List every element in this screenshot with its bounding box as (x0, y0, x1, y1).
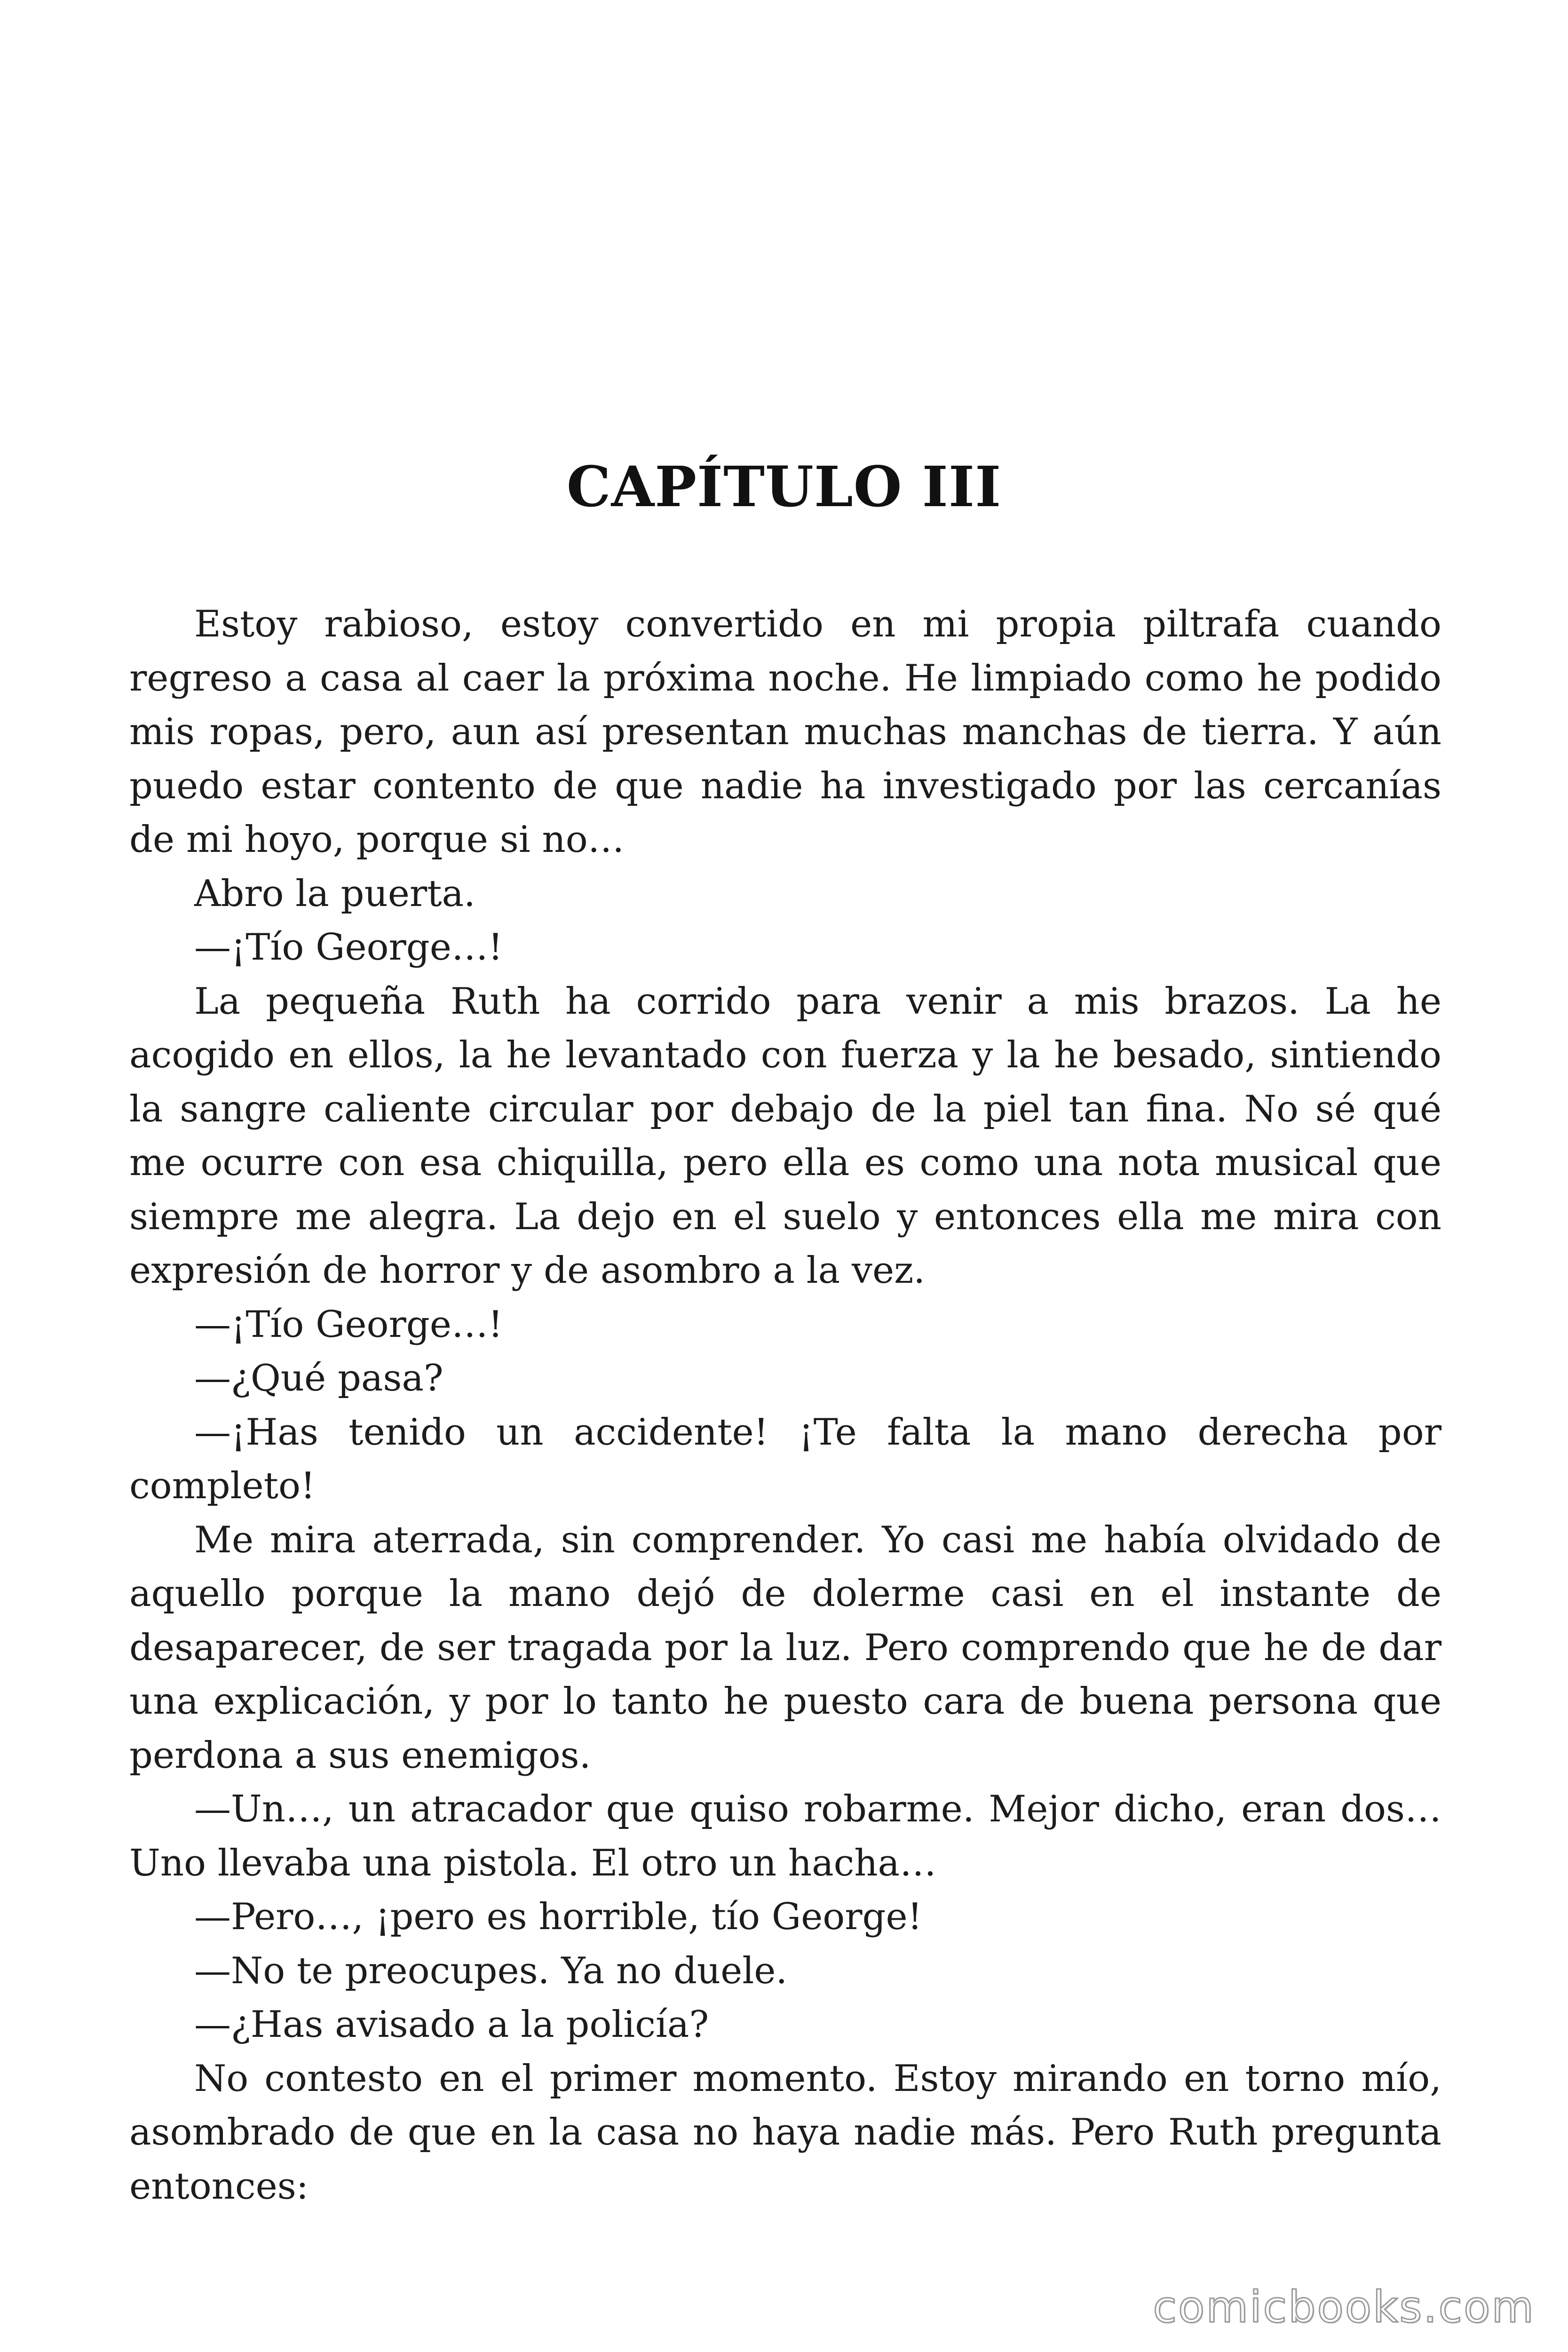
dialogue-line: —¡Tío George…! (194, 1303, 503, 1346)
dialogue-line: —¡Has tenido un accidente! ¡Te falta la mano derecha por completo! (129, 1411, 1441, 1507)
paragraph: No contesto en el primer momento. Estoy mirando en torno mío, asombrado de que en la casa no haya nadie más. Pero Ruth pregunta entonces: (129, 2057, 1441, 2208)
dialogue-line: —¡Tío George…! (194, 926, 503, 969)
dialogue-line: —Un…, un atracador que quiso robarme. Mejor dicho, eran dos… Uno llevaba una pistola. El otro un hacha… (129, 1788, 1441, 1884)
dialogue-line: —¿Has avisado a la policía? (194, 2003, 709, 2046)
chapter-body (129, 597, 1441, 2213)
watermark: comicbooks.com (1153, 2282, 1535, 2332)
dialogue-line: —Pero…, ¡pero es horrible, tío George! (194, 1896, 922, 1938)
paragraph: La pequeña Ruth ha corrido para venir a mis brazos. La he acogido en ellos, la he levantado con fuerza y la he besado, sintiendo la sangre caliente circular por debajo de la piel tan fina. No sé qué me ocurre con esa chiquilla, pero ella es como una nota musical que siempre me alegra. La dejo en el suelo y entonces ella me mira con expresión de horror y de asombro a la vez. (129, 980, 1441, 1292)
paragraph: Me mira aterrada, sin comprender. Yo casi me había olvidado de aquello porque la mano dejó de dolerme casi en el instante de desaparecer, de ser tragada por la luz. Pero comprendo que he de dar una explicación, y por lo tanto he puesto cara de buena persona que perdona a sus enemigos. (129, 1518, 1441, 1777)
paragraph: Estoy rabioso, estoy convertido en mi propia piltrafa cuando regreso a casa al caer la próxima noche. He limpiado como he podido mis ropas, pero, aun así presentan muchas manchas de tierra. Y aún puedo estar contento de que nadie ha investigado por las cercanías de mi hoyo, porque si no… (129, 603, 1441, 861)
chapter-title: CAPÍTULO III (566, 454, 1002, 519)
paragraph: Abro la puerta. (194, 872, 475, 915)
dialogue-line: —No te preocupes. Ya no duele. (194, 1949, 788, 1992)
dialogue-line: —¿Qué pasa? (194, 1357, 443, 1399)
